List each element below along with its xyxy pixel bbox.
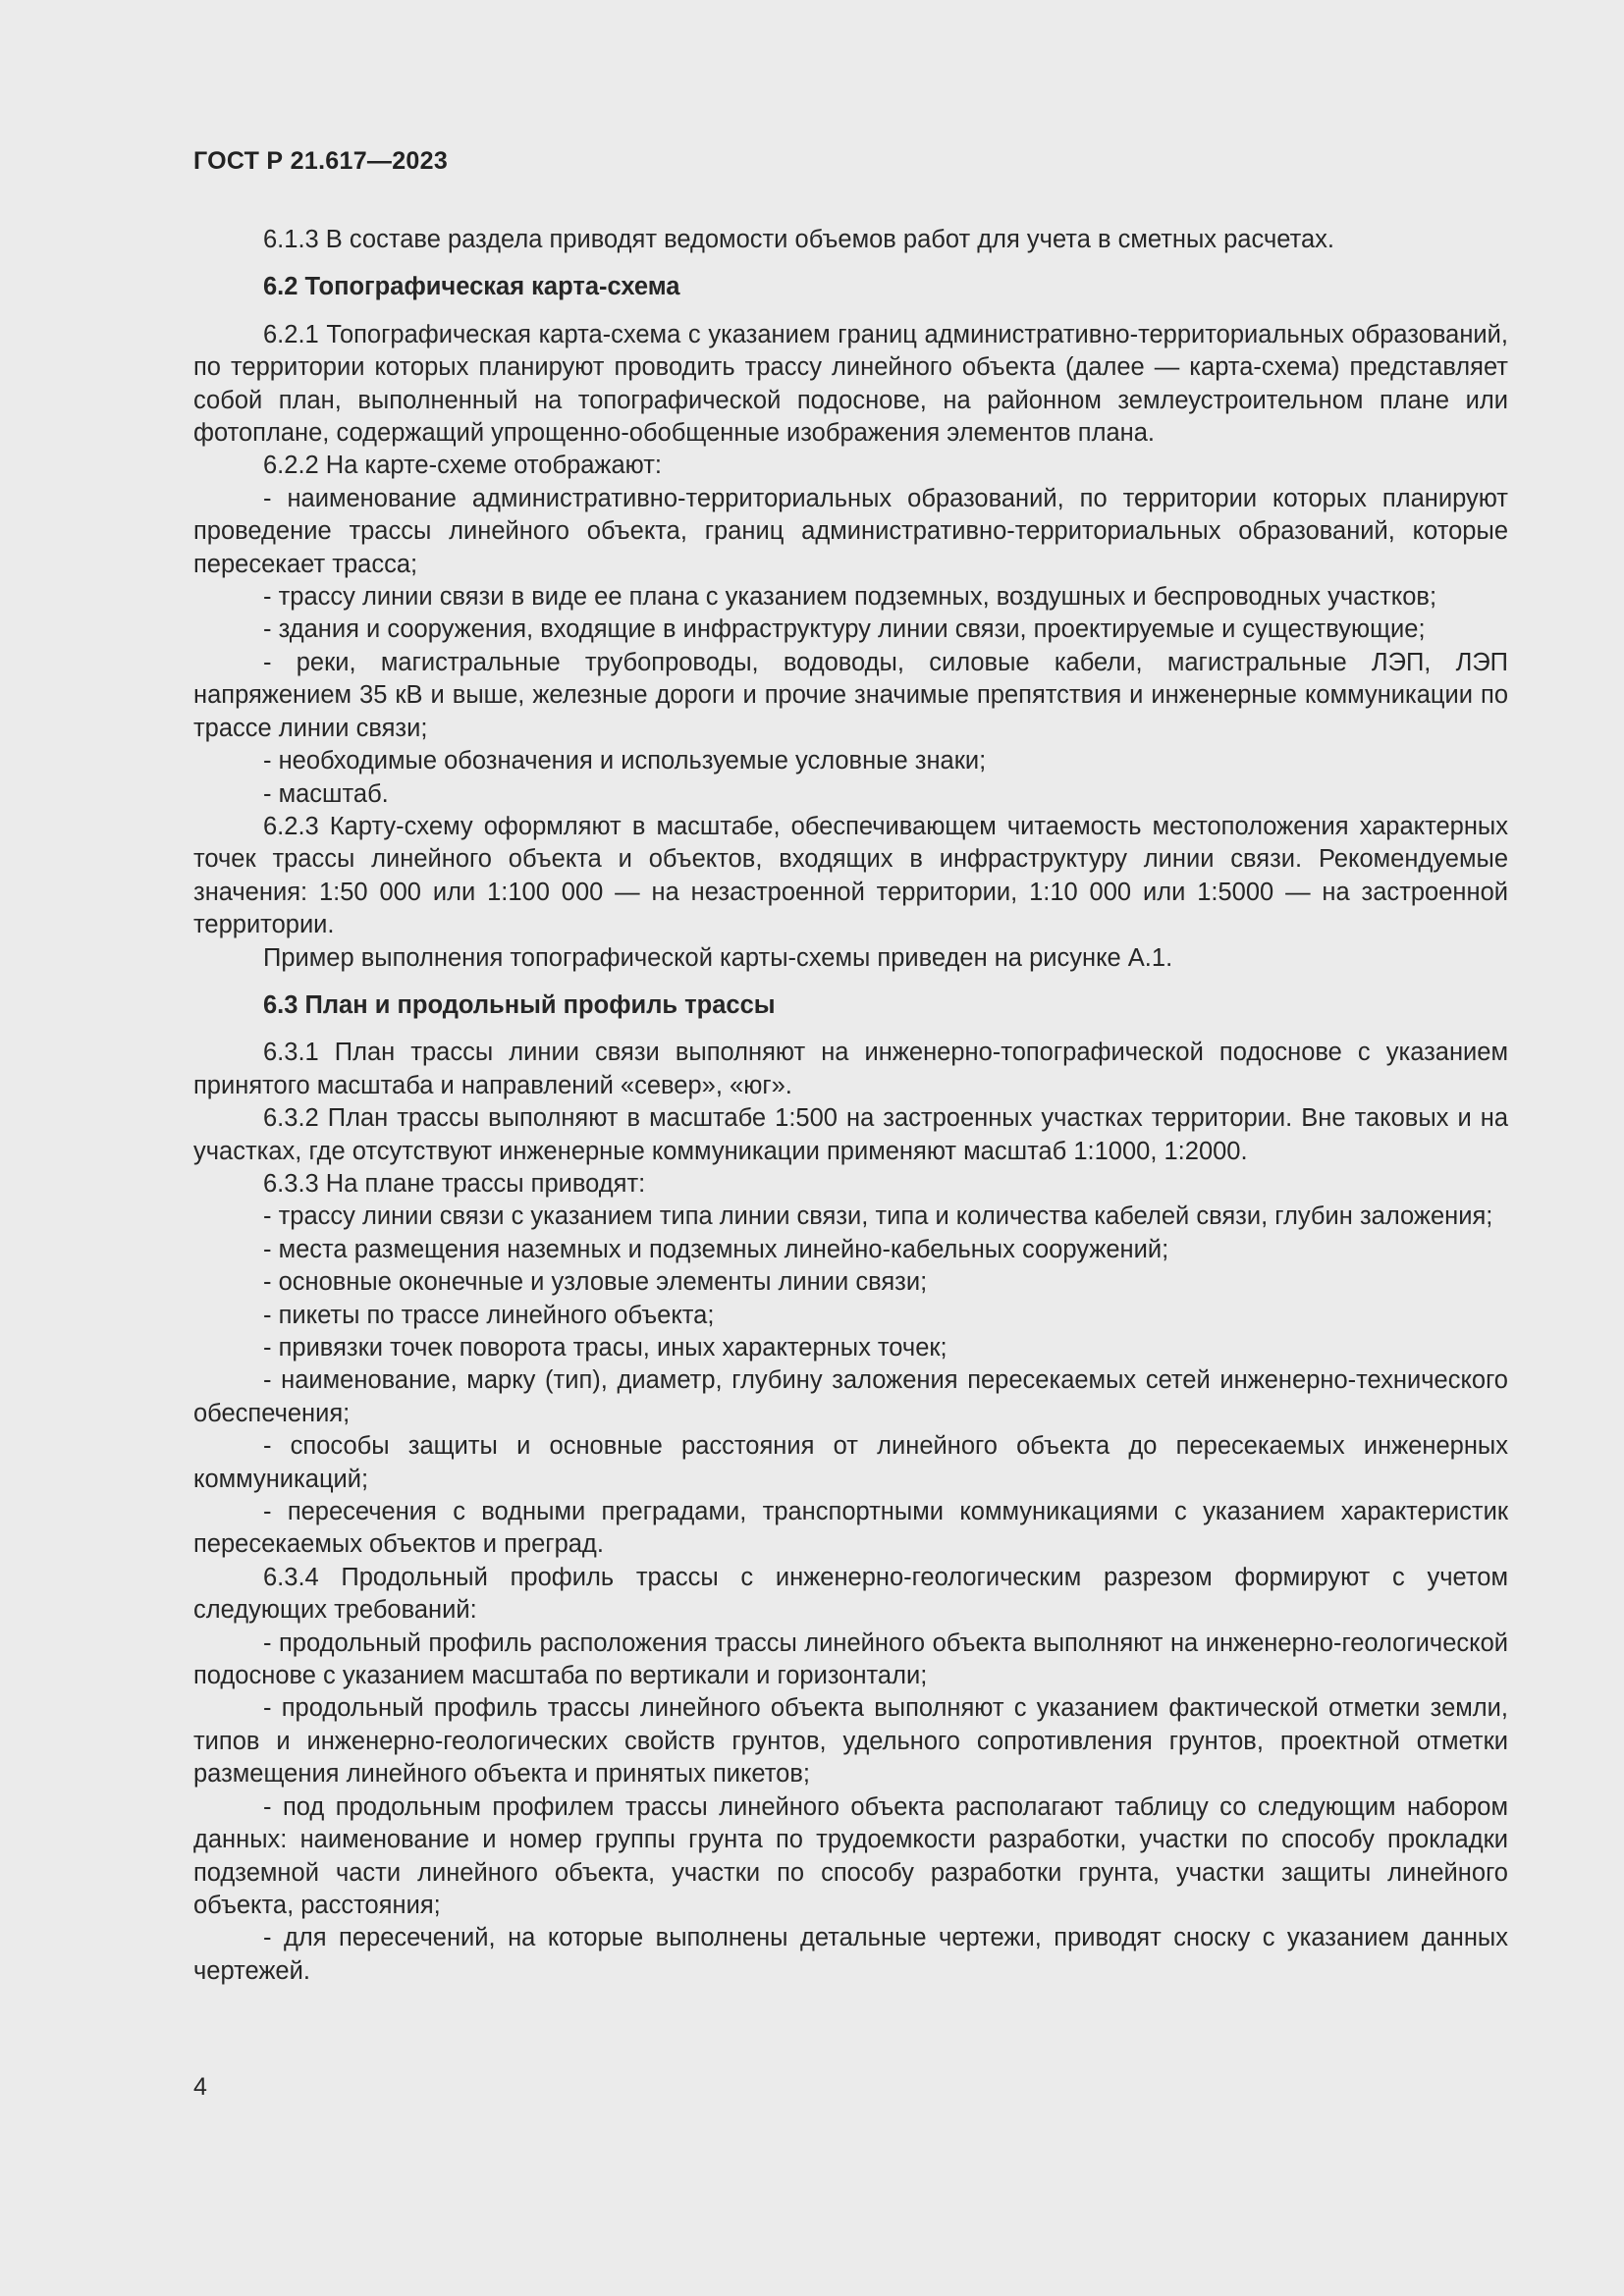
list-item: - необходимые обозначения и используемые условные знаки;: [263, 747, 987, 775]
paragraph-6-2-2: 6.2.2 На карте-схеме отображают:: [263, 452, 662, 480]
paragraph-6-3-4: 6.3.4 Продольный профиль трассы с инженерно-геологическим разрезом формируют с учетом следующих требований:: [193, 1563, 1508, 1625]
list-item: - пикеты по трассе линейного объекта;: [263, 1301, 715, 1329]
list-item: - под продольным профилем трассы линейного объекта располагают таблицу со следующим набором данных: наименование и номер группы грунта по трудоемкости разработки, участки по способу прокладки подземной части линейного объекта, участки по способу разработки грунта, участки защиты линейного объекта, расстояния;: [193, 1792, 1508, 1919]
list-item: - наименование административно-территориальных образований, по территории которых планируют проведение трассы линейного объекта, границ административно-территориальных образований, которые пересекает трасса;: [193, 484, 1508, 578]
paragraph-6-2-3: 6.2.3 Карту-схему оформляют в масштабе, обеспечивающем читаемость местоположения характерных точек трассы линейного объекта и объектов, входящих в инфраструктуру линии связи. Рекомендуемые значения: 1:50 000 или 1:100 000 — на незастроенной территории, 1:10 000 или 1:5000 — на застроенной территории.: [193, 812, 1508, 939]
list-item: - реки, магистральные трубопроводы, водоводы, силовые кабели, магистральные ЛЭП, ЛЭП напряжением 35 кВ и выше, железные дороги и прочие значимые препятствия и инженерные коммуникации по трассе линии связи;: [193, 648, 1508, 742]
paragraph-6-3-3: 6.3.3 На плане трассы приводят:: [263, 1169, 646, 1198]
document-body: [193, 224, 1508, 1988]
list-item: - наименование, марку (тип), диаметр, глубину заложения пересекаемых сетей инженерно-технического обеспечения;: [193, 1366, 1508, 1427]
section-heading-6-3: 6.3 План и продольный профиль трассы: [263, 990, 776, 1019]
paragraph-6-2-3-example: Пример выполнения топографической карты-схемы приведен на рисунке А.1.: [263, 943, 1173, 972]
list-item: - пересечения с водными преградами, транспортными коммуникациями с указанием характеристик пересекаемых объектов и преград.: [193, 1498, 1508, 1559]
list-item: - масштаб.: [263, 779, 389, 808]
paragraph-6-2-1: 6.2.1 Топографическая карта-схема с указанием границ административно-территориальных образований, по территории которых планируют проводить трассу линейного объекта (далее — карта-схема) представляет собой план, выполненный на топографической подоснове, на районном землеустроительном плане или фотоплане, содержащий упрощенно-обобщенные изображения элементов плана.: [193, 320, 1508, 448]
page-number: 4: [193, 2073, 207, 2101]
list-item: - способы защиты и основные расстояния от линейного объекта до пересекаемых инженерных коммуникаций;: [193, 1432, 1508, 1493]
list-item: - трассу линии связи в виде ее плана с указанием подземных, воздушных и беспроводных участков;: [263, 583, 1437, 612]
list-item: - для пересечений, на которые выполнены детальные чертежи, приводят сноску с указанием данных чертежей.: [193, 1924, 1508, 1985]
paragraph-6-1-3: 6.1.3 В составе раздела приводят ведомости объемов работ для учета в сметных расчетах.: [263, 226, 1334, 253]
section-heading-6-2: 6.2 Топографическая карта-схема: [263, 273, 680, 301]
document-id: ГОСТ Р 21.617—2023: [193, 147, 449, 175]
paragraph-6-3-2: 6.3.2 План трассы выполняют в масштабе 1:500 на застроенных участках территории. Вне таковых и на участках, где отсутствуют инженерные коммуникации применяют масштаб 1:1000, 1:2000.: [193, 1104, 1508, 1165]
list-item: - трассу линии связи с указанием типа линии связи, типа и количества кабелей связи, глубин заложения;: [263, 1202, 1493, 1231]
list-item: - здания и сооружения, входящие в инфраструктуру линии связи, проектируемые и существующие;: [263, 615, 1426, 644]
list-item: - продольный профиль расположения трассы линейного объекта выполняют на инженерно-геологической подоснове с указанием масштаба по вертикали и горизонтали;: [193, 1629, 1508, 1690]
list-item: - продольный профиль трассы линейного объекта выполняют с указанием фактической отметки земли, типов и инженерно-геологических свойств грунтов, удельного сопротивления грунтов, проектной отметки размещения линейного объекта и принятых пикетов;: [193, 1694, 1508, 1789]
list-item: - места размещения наземных и подземных линейно-кабельных сооружений;: [263, 1235, 1169, 1263]
list-item: - основные оконечные и узловые элементы линии связи;: [263, 1268, 928, 1297]
list-item: - привязки точек поворота трасы, иных характерных точек;: [263, 1334, 947, 1362]
paragraph-6-3-1: 6.3.1 План трассы линии связи выполняют на инженерно-топографической подоснове с указанием принятого масштаба и направлений «север», «юг».: [193, 1039, 1508, 1099]
